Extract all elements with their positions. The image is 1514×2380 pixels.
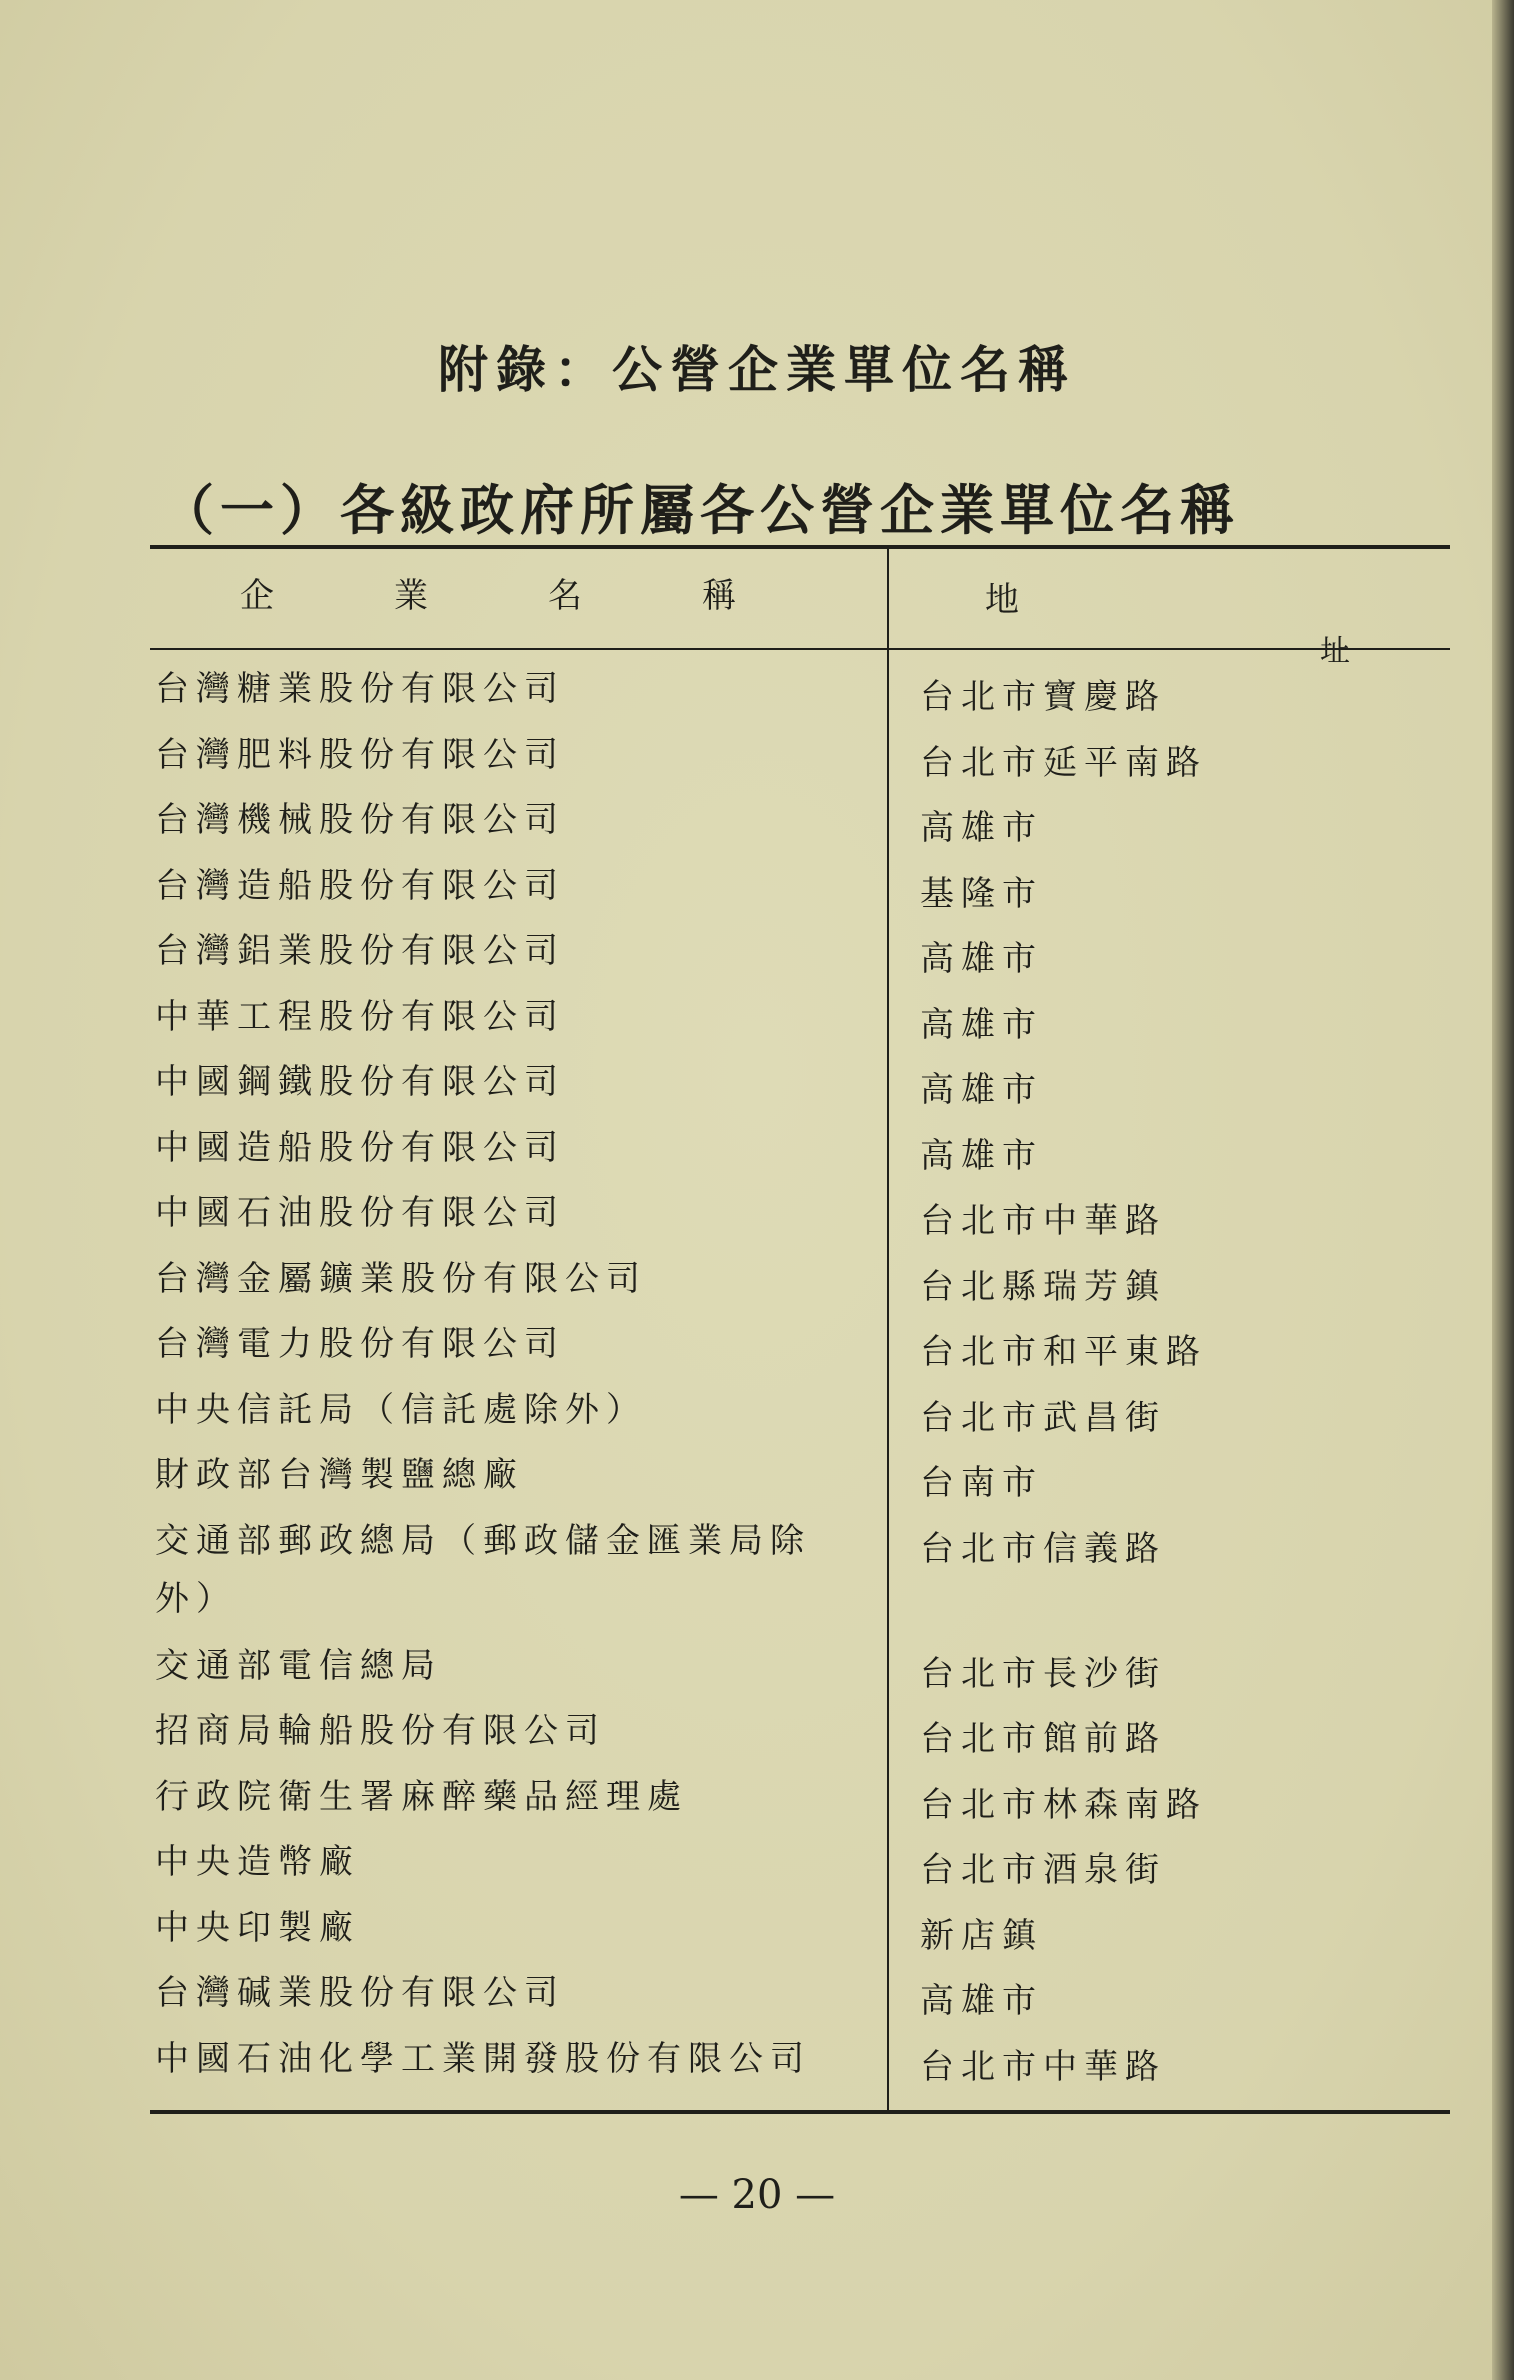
enterprise-address: 高雄市 (920, 939, 1043, 979)
table-row (155, 1446, 1445, 1512)
page-title: 附錄：公營企業單位名稱 (438, 340, 1076, 399)
table-row (155, 1250, 1445, 1316)
table-row (155, 1768, 1445, 1834)
header-char: 企 (240, 576, 274, 616)
table-bottom-rule (150, 2110, 1450, 2114)
table-row (155, 1315, 1445, 1381)
header-char: 名 (548, 576, 582, 616)
table-row (155, 988, 1445, 1054)
header-name-column (240, 568, 856, 617)
enterprise-address: 台南市 (920, 1463, 1043, 1503)
table-row (155, 1899, 1445, 1965)
header-address-char: 地 (985, 580, 1019, 620)
header-char: 稱 (702, 576, 736, 616)
table-row (155, 1119, 1445, 1185)
table-row (155, 1184, 1445, 1250)
page-number: — 20 — (678, 2172, 836, 2218)
enterprise-address: 台北縣瑞芳鎮 (920, 1266, 1166, 1307)
table-row (155, 1512, 1445, 1637)
enterprise-address: 高雄市 (920, 1004, 1043, 1045)
enterprise-address: 基隆市 (920, 873, 1043, 914)
table-row (155, 1833, 1445, 1899)
table-row (155, 660, 1445, 726)
enterprise-name: 交通部電信總局 (155, 1645, 442, 1686)
header-address-char: 址 (1320, 634, 1350, 669)
enterprise-name: 中國造船股份有限公司 (155, 1127, 565, 1168)
enterprise-address: 台北市酒泉街 (920, 1850, 1166, 1890)
enterprise-name: 中央印製廠 (155, 1907, 360, 1948)
enterprise-address: 台北市武昌街 (920, 1397, 1166, 1438)
enterprise-address: 台北市和平東路 (920, 1332, 1207, 1372)
enterprise-name: 交通部郵政總局（郵政儲金匯業局除外） (155, 1520, 811, 1619)
enterprise-address: 台北市中華路 (920, 1201, 1166, 1241)
enterprise-address: 台北市長沙街 (920, 1653, 1166, 1694)
enterprise-name: 台灣肥料股份有限公司 (155, 734, 565, 775)
enterprise-name: 中國鋼鐵股份有限公司 (155, 1062, 565, 1102)
enterprise-name: 中央造幣廠 (155, 1842, 360, 1882)
table-row (155, 857, 1445, 923)
table-row (155, 2030, 1445, 2096)
enterprise-address: 高雄市 (920, 1070, 1043, 1110)
enterprise-address: 高雄市 (920, 1981, 1043, 2021)
table-row (155, 791, 1445, 857)
table-row (155, 1637, 1445, 1703)
table-row (155, 726, 1445, 792)
enterprise-name: 台灣鋁業股份有限公司 (155, 931, 565, 971)
table-row (155, 1053, 1445, 1119)
enterprise-name: 行政院衛生署麻醉藥品經理處 (155, 1776, 688, 1817)
table-row (155, 922, 1445, 988)
enterprise-address: 台北市館前路 (920, 1719, 1166, 1759)
table-row (155, 1702, 1445, 1768)
enterprise-address: 台北市林森南路 (920, 1784, 1207, 1825)
table-row (155, 1381, 1445, 1447)
enterprise-address: 高雄市 (920, 1135, 1043, 1176)
table-row (155, 1964, 1445, 2030)
enterprise-address: 新店鎮 (920, 1915, 1043, 1956)
enterprise-name: 中華工程股份有限公司 (155, 996, 565, 1037)
enterprise-name: 中國石油股份有限公司 (155, 1193, 565, 1233)
enterprise-name: 中國石油化學工業開發股份有限公司 (155, 2038, 811, 2079)
enterprise-table (155, 660, 1445, 2095)
table-top-rule (150, 545, 1450, 549)
enterprise-name: 台灣金屬鑛業股份有限公司 (155, 1258, 647, 1299)
enterprise-address: 台北市延平南路 (920, 742, 1207, 783)
enterprise-name: 財政部台灣製鹽總廠 (155, 1455, 524, 1495)
header-bottom-rule (150, 648, 1450, 650)
enterprise-address: 高雄市 (920, 808, 1043, 848)
enterprise-address: 台北市寶慶路 (920, 677, 1166, 717)
enterprise-name: 招商局輪船股份有限公司 (155, 1711, 606, 1751)
enterprise-address: 台北市信義路 (920, 1528, 1166, 1569)
enterprise-address: 台北市中華路 (920, 2046, 1166, 2087)
enterprise-name: 台灣機械股份有限公司 (155, 800, 565, 840)
header-char: 業 (394, 576, 428, 616)
enterprise-name: 台灣糖業股份有限公司 (155, 669, 565, 709)
enterprise-name: 台灣造船股份有限公司 (155, 865, 565, 906)
enterprise-name: 中央信託局（信託處除外） (155, 1389, 647, 1430)
enterprise-name: 台灣電力股份有限公司 (155, 1324, 565, 1364)
section-title: （一）各級政府所屬各公營企業單位名稱 (160, 478, 1240, 542)
enterprise-name: 台灣碱業股份有限公司 (155, 1973, 565, 2013)
